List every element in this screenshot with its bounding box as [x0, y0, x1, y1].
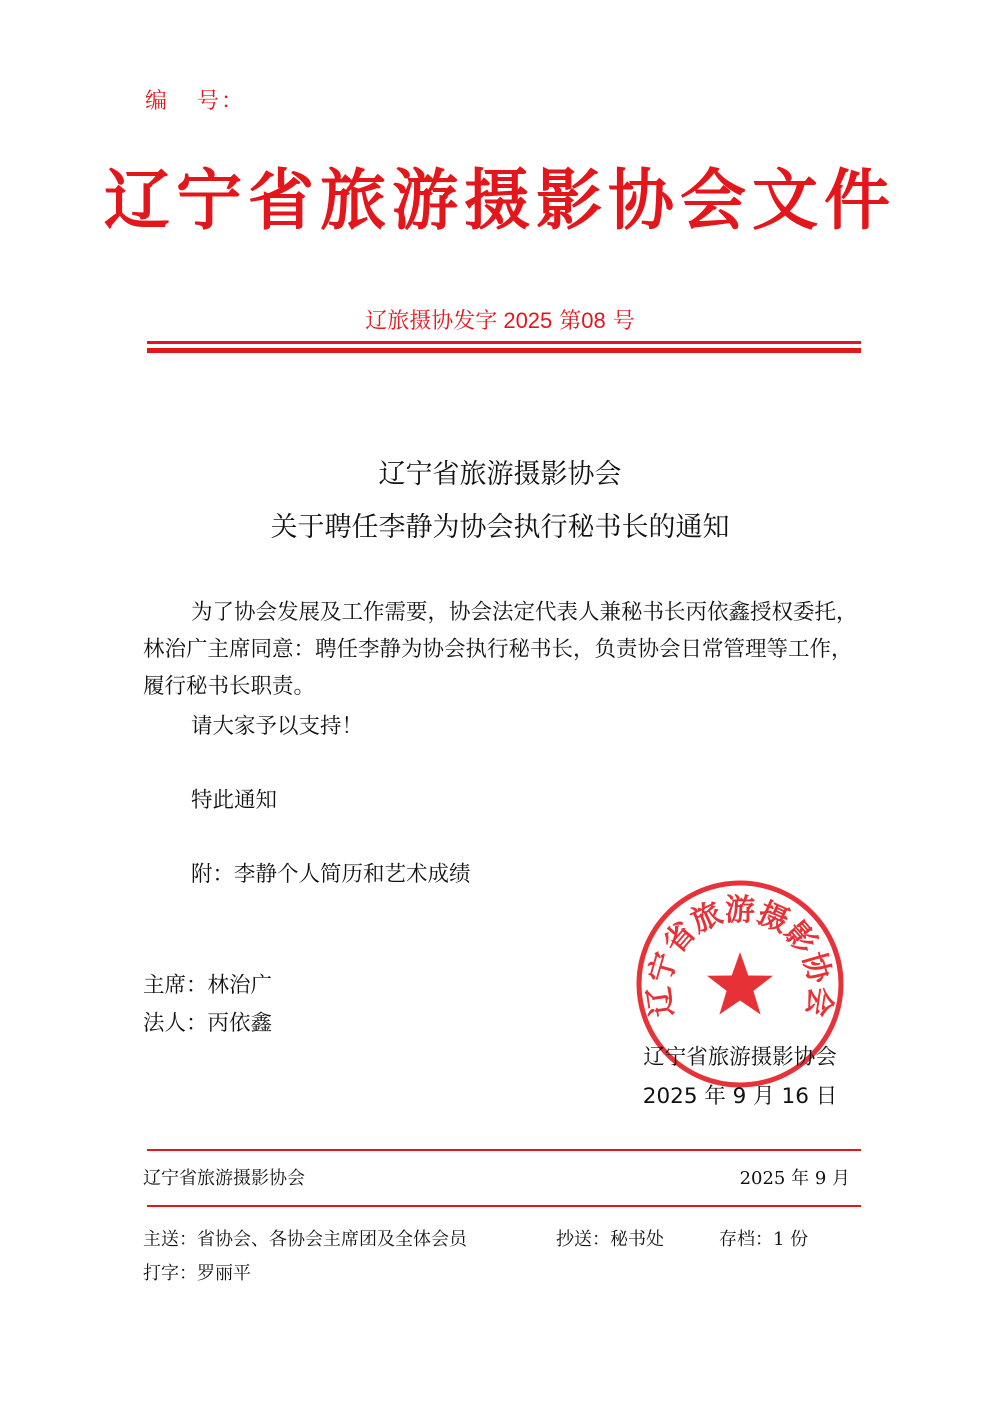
notice-title-line1: 辽宁省旅游摄影协会 [378, 459, 622, 490]
notice-title-line2: 关于聘任李静为协会执行秘书长的通知 [270, 512, 730, 543]
chairman-signature: 主席：林治广 [143, 973, 273, 998]
copy-to: 抄送：秘书处 [556, 1229, 664, 1250]
legal-rep-signature: 法人：丙依鑫 [143, 1011, 273, 1036]
header-rule-top [147, 341, 861, 344]
footer-rule-2 [147, 1205, 861, 1207]
send-to: 主送：省协会、各协会主席团及全体会员 [143, 1229, 467, 1250]
seal-text: 辽宁省旅游摄影协会 [641, 893, 839, 1019]
archive-count: 存档：1 份 [719, 1229, 809, 1250]
body-paragraph-3: 特此通知 [191, 788, 278, 813]
body-paragraph-1: 为了协会发展及工作需要，协会法定代表人兼秘书长丙依鑫授权委托，林治广主席同意：聘任李静为协会执行秘书长，负责协会日常管理等工作，履行秘书长职责。 [143, 600, 858, 699]
body-paragraph-2: 请大家予以支持！ [191, 714, 364, 739]
issuer-name: 辽宁省旅游摄影协会 [643, 1045, 837, 1070]
footer-date: 2025 年 9 月 [739, 1168, 850, 1189]
serial-number-label: 编 号： [145, 89, 246, 114]
attachment-note: 附：李静个人简历和艺术成绩 [191, 862, 471, 887]
masthead-title: 辽宁省旅游摄影协会文件 [104, 162, 896, 239]
document-number: 辽旅摄协发字 2025 第08 号 [365, 308, 635, 334]
footer-org: 辽宁省旅游摄影协会 [143, 1168, 305, 1189]
typist: 打字：罗丽平 [143, 1263, 251, 1284]
footer-rule-1 [147, 1149, 861, 1151]
issue-date: 2025 年 9 月 16 日 [642, 1084, 838, 1109]
seal-star-icon [707, 952, 773, 1015]
header-rule-bottom [147, 348, 861, 353]
